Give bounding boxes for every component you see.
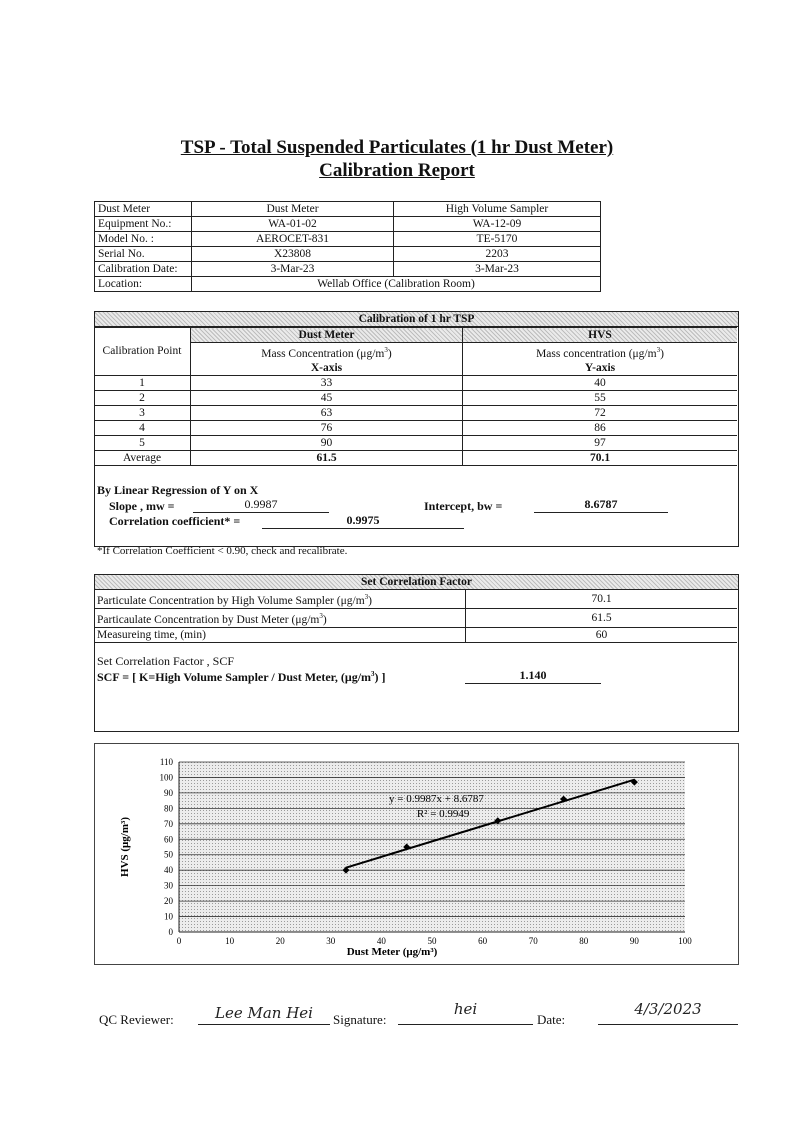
qc-reviewer-signature: Lee Man Hei bbox=[198, 1004, 330, 1025]
trendline-equation: y = 0.9987x + 8.6787 bbox=[388, 793, 484, 806]
table-row bbox=[95, 277, 601, 292]
scf-row-value: 70.1 bbox=[466, 590, 738, 609]
equipment-label: Model No. : bbox=[95, 232, 192, 247]
date-label: Date: bbox=[537, 1012, 566, 1027]
point-number: 1 bbox=[94, 375, 191, 390]
average-x: 61.5 bbox=[191, 450, 463, 465]
x-axis-label: X-axis bbox=[191, 361, 463, 376]
point-number: 4 bbox=[94, 420, 191, 435]
x-tick-label: 80 bbox=[579, 936, 589, 946]
scf-formula-value: 1.140 bbox=[465, 668, 601, 684]
report-title-line2: Calibration Report bbox=[319, 160, 475, 181]
point-number: 5 bbox=[94, 435, 191, 450]
point-y: 40 bbox=[463, 375, 738, 390]
hvs-value: High Volume Sampler bbox=[394, 202, 601, 217]
y-tick-label: 20 bbox=[164, 896, 173, 907]
table-row bbox=[94, 390, 737, 405]
date-value: 4/3/2023 bbox=[598, 1000, 738, 1025]
x-tick-label: 50 bbox=[427, 936, 437, 946]
point-x: 45 bbox=[191, 390, 463, 405]
equipment-label: Equipment No.: bbox=[95, 217, 192, 232]
scf-row-value: 61.5 bbox=[466, 608, 738, 627]
equipment-label: Serial No. bbox=[95, 247, 192, 262]
hvs-value: 3-Mar-23 bbox=[394, 262, 601, 277]
report-title-line1: TSP - Total Suspended Particulates (1 hr Dust Meter) bbox=[180, 137, 614, 158]
scf-row-label: Measureing time, (min) bbox=[94, 627, 466, 642]
y-tick-label: 100 bbox=[159, 772, 173, 783]
scf-row-label: Particaulate Concentration by Dust Meter $(\mu g/m^3)$ bbox=[94, 608, 466, 627]
x-tick-label: 70 bbox=[528, 936, 538, 946]
y-tick-label: 110 bbox=[159, 757, 173, 767]
point-number: 3 bbox=[94, 405, 191, 420]
signature-mark: hei bbox=[398, 1000, 533, 1025]
table-row bbox=[94, 405, 737, 420]
y-tick-label: 80 bbox=[164, 803, 173, 814]
r-squared-label: R² = 0.9949 bbox=[416, 807, 470, 820]
dust-meter-head: Dust Meter bbox=[191, 328, 463, 343]
regression-title: By Linear Regression of Y on X bbox=[97, 483, 259, 497]
scf-section bbox=[94, 574, 739, 732]
dust-meter-value: 3-Mar-23 bbox=[192, 262, 394, 277]
x-tick-label: 40 bbox=[376, 936, 386, 946]
y-tick-label: 40 bbox=[164, 865, 173, 876]
hvs-value: 2203 bbox=[394, 247, 601, 262]
scf-formula-label: SCF = [ K=High Volume Sampler / Dust Meter, $(\mu g/m^3)$ ] bbox=[97, 670, 386, 684]
point-number: 2 bbox=[94, 390, 191, 405]
correlation-value: 0.9975 bbox=[262, 513, 464, 529]
x-tick-label: 10 bbox=[225, 936, 235, 946]
point-x: 63 bbox=[191, 405, 463, 420]
calibration-header: Calibration of 1 hr TSP bbox=[95, 312, 738, 327]
scf-set-label: Set Correlation Factor , SCF bbox=[97, 654, 234, 668]
table-row bbox=[95, 232, 601, 247]
correlation-label: Correlation coefficient* = bbox=[109, 514, 241, 528]
calibration-chart-frame bbox=[94, 743, 739, 965]
hvs-value: TE-5170 bbox=[394, 232, 601, 247]
table-row bbox=[94, 375, 737, 390]
calibration-table bbox=[94, 327, 737, 466]
scf-header: Set Correlation Factor bbox=[95, 575, 738, 590]
table-row bbox=[94, 608, 737, 627]
average-label: Average bbox=[94, 450, 191, 465]
y-tick-label: 70 bbox=[164, 818, 173, 829]
x-tick-label: 30 bbox=[326, 936, 336, 946]
intercept-label: Intercept, bw = bbox=[424, 499, 503, 513]
scf-row-label: Particulate Concentration by High Volume Sampler $(\mu g/m^3)$ bbox=[94, 590, 466, 609]
average-y: 70.1 bbox=[463, 450, 738, 465]
table-row bbox=[94, 450, 737, 465]
point-y: 72 bbox=[463, 405, 738, 420]
y-tick-label: 90 bbox=[164, 787, 173, 798]
x-tick-label: 60 bbox=[478, 936, 488, 946]
y-axis-title: HVS (μg/m³) bbox=[119, 817, 131, 877]
signature-label: Signature: bbox=[333, 1012, 387, 1027]
dust-meter-value: Dust Meter bbox=[192, 202, 394, 217]
x-tick-label: 0 bbox=[176, 936, 182, 946]
table-row bbox=[95, 217, 601, 232]
point-x: 33 bbox=[191, 375, 463, 390]
scf-row-value: 60 bbox=[466, 627, 738, 642]
y-tick-label: 0 bbox=[168, 927, 173, 937]
table-row bbox=[95, 202, 601, 217]
hvs-head: HVS bbox=[463, 328, 738, 343]
x-tick-label: 20 bbox=[275, 936, 285, 946]
y-tick-label: 60 bbox=[164, 834, 173, 845]
equipment-table bbox=[94, 201, 601, 292]
slope-value: 0.9987 bbox=[193, 497, 329, 513]
calibration-chart bbox=[95, 744, 738, 964]
footnote: *If Correlation Coefficient < 0.90, check and recalibrate. bbox=[97, 545, 348, 557]
point-x: 90 bbox=[191, 435, 463, 450]
point-y: 55 bbox=[463, 390, 738, 405]
y-tick-label: 10 bbox=[164, 911, 173, 922]
table-row bbox=[94, 590, 737, 609]
hvs-conc-label: Mass concentration $(\mu g/m^3)$ bbox=[463, 343, 738, 361]
hvs-value: WA-12-09 bbox=[394, 217, 601, 232]
y-axis-label: Y-axis bbox=[463, 361, 738, 376]
location-label: Location: bbox=[95, 277, 192, 292]
dust-conc-label: Mass Concentration $(\mu g/m^3)$ bbox=[191, 343, 463, 361]
point-y: 97 bbox=[463, 435, 738, 450]
dust-meter-value: WA-01-02 bbox=[192, 217, 394, 232]
dust-meter-value: AEROCET-831 bbox=[192, 232, 394, 247]
x-tick-label: 100 bbox=[678, 936, 692, 946]
x-axis-title: Dust Meter (μg/m³) bbox=[346, 946, 438, 958]
equipment-label: Dust Meter bbox=[95, 202, 192, 217]
y-tick-label: 50 bbox=[164, 849, 173, 860]
x-tick-label: 90 bbox=[629, 936, 639, 946]
y-tick-label: 30 bbox=[164, 880, 173, 891]
location-value: Wellab Office (Calibration Room) bbox=[192, 277, 601, 292]
dust-meter-value: X23808 bbox=[192, 247, 394, 262]
scf-table bbox=[94, 589, 737, 643]
table-row bbox=[94, 435, 737, 450]
table-row bbox=[95, 247, 601, 262]
qc-reviewer-label: QC Reviewer: bbox=[99, 1012, 174, 1027]
intercept-value: 8.6787 bbox=[534, 497, 668, 513]
point-y: 86 bbox=[463, 420, 738, 435]
calibration-point-head: Calibration Point bbox=[94, 328, 191, 376]
table-row bbox=[95, 262, 601, 277]
point-x: 76 bbox=[191, 420, 463, 435]
equipment-label: Calibration Date: bbox=[95, 262, 192, 277]
table-row bbox=[94, 627, 737, 642]
slope-label: Slope , mw = bbox=[109, 499, 175, 513]
table-row bbox=[94, 420, 737, 435]
